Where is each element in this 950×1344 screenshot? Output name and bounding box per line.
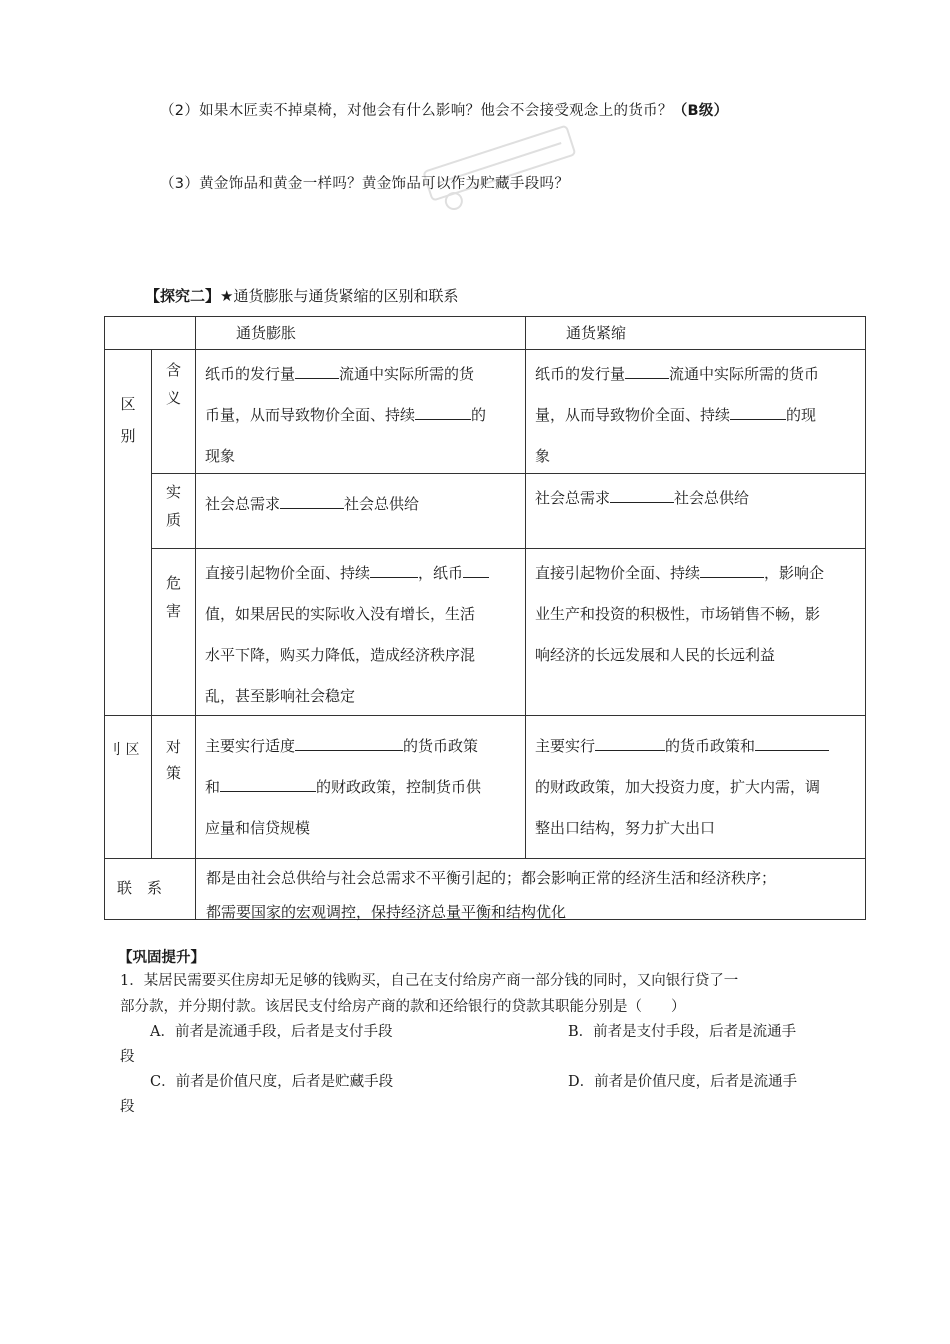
blank[interactable] xyxy=(755,736,829,751)
blank[interactable] xyxy=(220,777,316,792)
row-meaning xyxy=(105,350,866,474)
header-inflation: 通货膨胀 xyxy=(196,317,526,350)
inflation-meaning: 纸币的发行量 流通中实际所需的货 币量，从而导致物价全面、持续 的 现象 xyxy=(196,350,526,474)
header-deflation: 通货紧缩 xyxy=(526,317,866,350)
option-a[interactable]: A．前者是流通手段，后者是支付手段 xyxy=(150,1024,393,1040)
group-diff-fragment: 刂 区 xyxy=(105,716,152,859)
header-empty-cell xyxy=(105,317,196,350)
row-essence xyxy=(105,474,866,549)
blank[interactable] xyxy=(595,736,665,751)
section2-bracket: 【探究二】 xyxy=(145,287,221,305)
row-relation xyxy=(105,859,866,920)
watermark-stamp xyxy=(415,120,585,210)
blank[interactable] xyxy=(625,364,669,379)
section2-title xyxy=(145,285,458,306)
inflation-harm: 直接引起物价全面、持续 ，纸币 值，如果居民的实际收入没有增长，生活 水平下降，购买力降低，造成经济秩序混 乱，甚至影响社会稳定 xyxy=(196,549,526,716)
blank[interactable] xyxy=(295,736,403,751)
question-3: （3）黄金饰品和黄金一样吗？黄金饰品可以作为贮藏手段吗？ xyxy=(160,176,570,192)
question-2 xyxy=(160,99,729,120)
label-harm: 危害 xyxy=(152,549,196,716)
deflation-measure: 主要实行 的货币政策和 的财政政策，加大投资力度，扩大内需，调 整出口结构，努力扩大出口 xyxy=(526,716,866,859)
option-b[interactable]: B．前者是支付手段，后者是流通手 xyxy=(568,1024,797,1040)
blank[interactable] xyxy=(295,364,339,379)
question-2-text: （2）如果木匠卖不掉桌椅，对他会有什么影响？他会不会接受观念上的货币？ xyxy=(160,103,673,119)
blank[interactable] xyxy=(610,488,674,503)
section2-heading: ★通货膨胀与通货紧缩的区别和联系 xyxy=(220,287,459,305)
deflation-meaning: 纸币的发行量 流通中实际所需的货币 量，从而导致物价全面、持续 的现 象 xyxy=(526,350,866,474)
label-essence: 实质 xyxy=(152,474,196,549)
blank[interactable] xyxy=(415,405,471,420)
relation-text: 都是由社会总供给与社会总需求不平衡引起的；都会影响正常的经济生活和经济秩序； 都需要国家的宏观调控，保持经济总量平衡和结构优化 xyxy=(196,859,866,920)
option-d[interactable]: D．前者是价值尺度，后者是流通手 xyxy=(568,1074,798,1090)
row-measure xyxy=(105,716,866,859)
label-measure: 对策 xyxy=(152,716,196,859)
table-header-row xyxy=(105,317,866,350)
inflation-measure: 主要实行适度 的货币政策 和 的财政政策，控制货币供 应量和信贷规模 xyxy=(196,716,526,859)
question-1-line1: 1．某居民需要买住房却无足够的钱购买，自己在支付给房产商一部分钱的同时，又向银行贷了一 xyxy=(120,973,739,989)
option-b-tail: 段 xyxy=(120,1049,135,1065)
blank[interactable] xyxy=(370,563,418,578)
group-diff-cell xyxy=(105,350,152,716)
group-diff-label: 区别 xyxy=(120,395,136,445)
blank[interactable] xyxy=(700,563,764,578)
row-harm xyxy=(105,549,866,716)
question-1-line2: 部分款，并分期付款。该居民支付给房产商的款和还给银行的贷款其职能分别是（ ） xyxy=(120,999,686,1015)
blank[interactable] xyxy=(280,494,344,509)
label-relation: 联 系 xyxy=(105,859,196,920)
consolidate-title: 【巩固提升】 xyxy=(118,950,205,966)
option-c[interactable]: C．前者是价值尺度，后者是贮藏手段 xyxy=(150,1074,394,1090)
label-meaning: 含义 xyxy=(152,350,196,474)
blank[interactable] xyxy=(463,563,489,578)
option-d-tail: 段 xyxy=(120,1099,135,1115)
deflation-essence: 社会总需求 社会总供给 xyxy=(526,474,866,549)
inflation-essence: 社会总需求 社会总供给 xyxy=(196,474,526,549)
blank[interactable] xyxy=(730,405,786,420)
question-2-level: （B级） xyxy=(672,103,729,119)
deflation-harm: 直接引起物价全面、持续 ，影响企 业生产和投资的积极性，市场销售不畅，影 响经济的长远发展和人民的长远利益 xyxy=(526,549,866,716)
comparison-table xyxy=(104,316,866,920)
